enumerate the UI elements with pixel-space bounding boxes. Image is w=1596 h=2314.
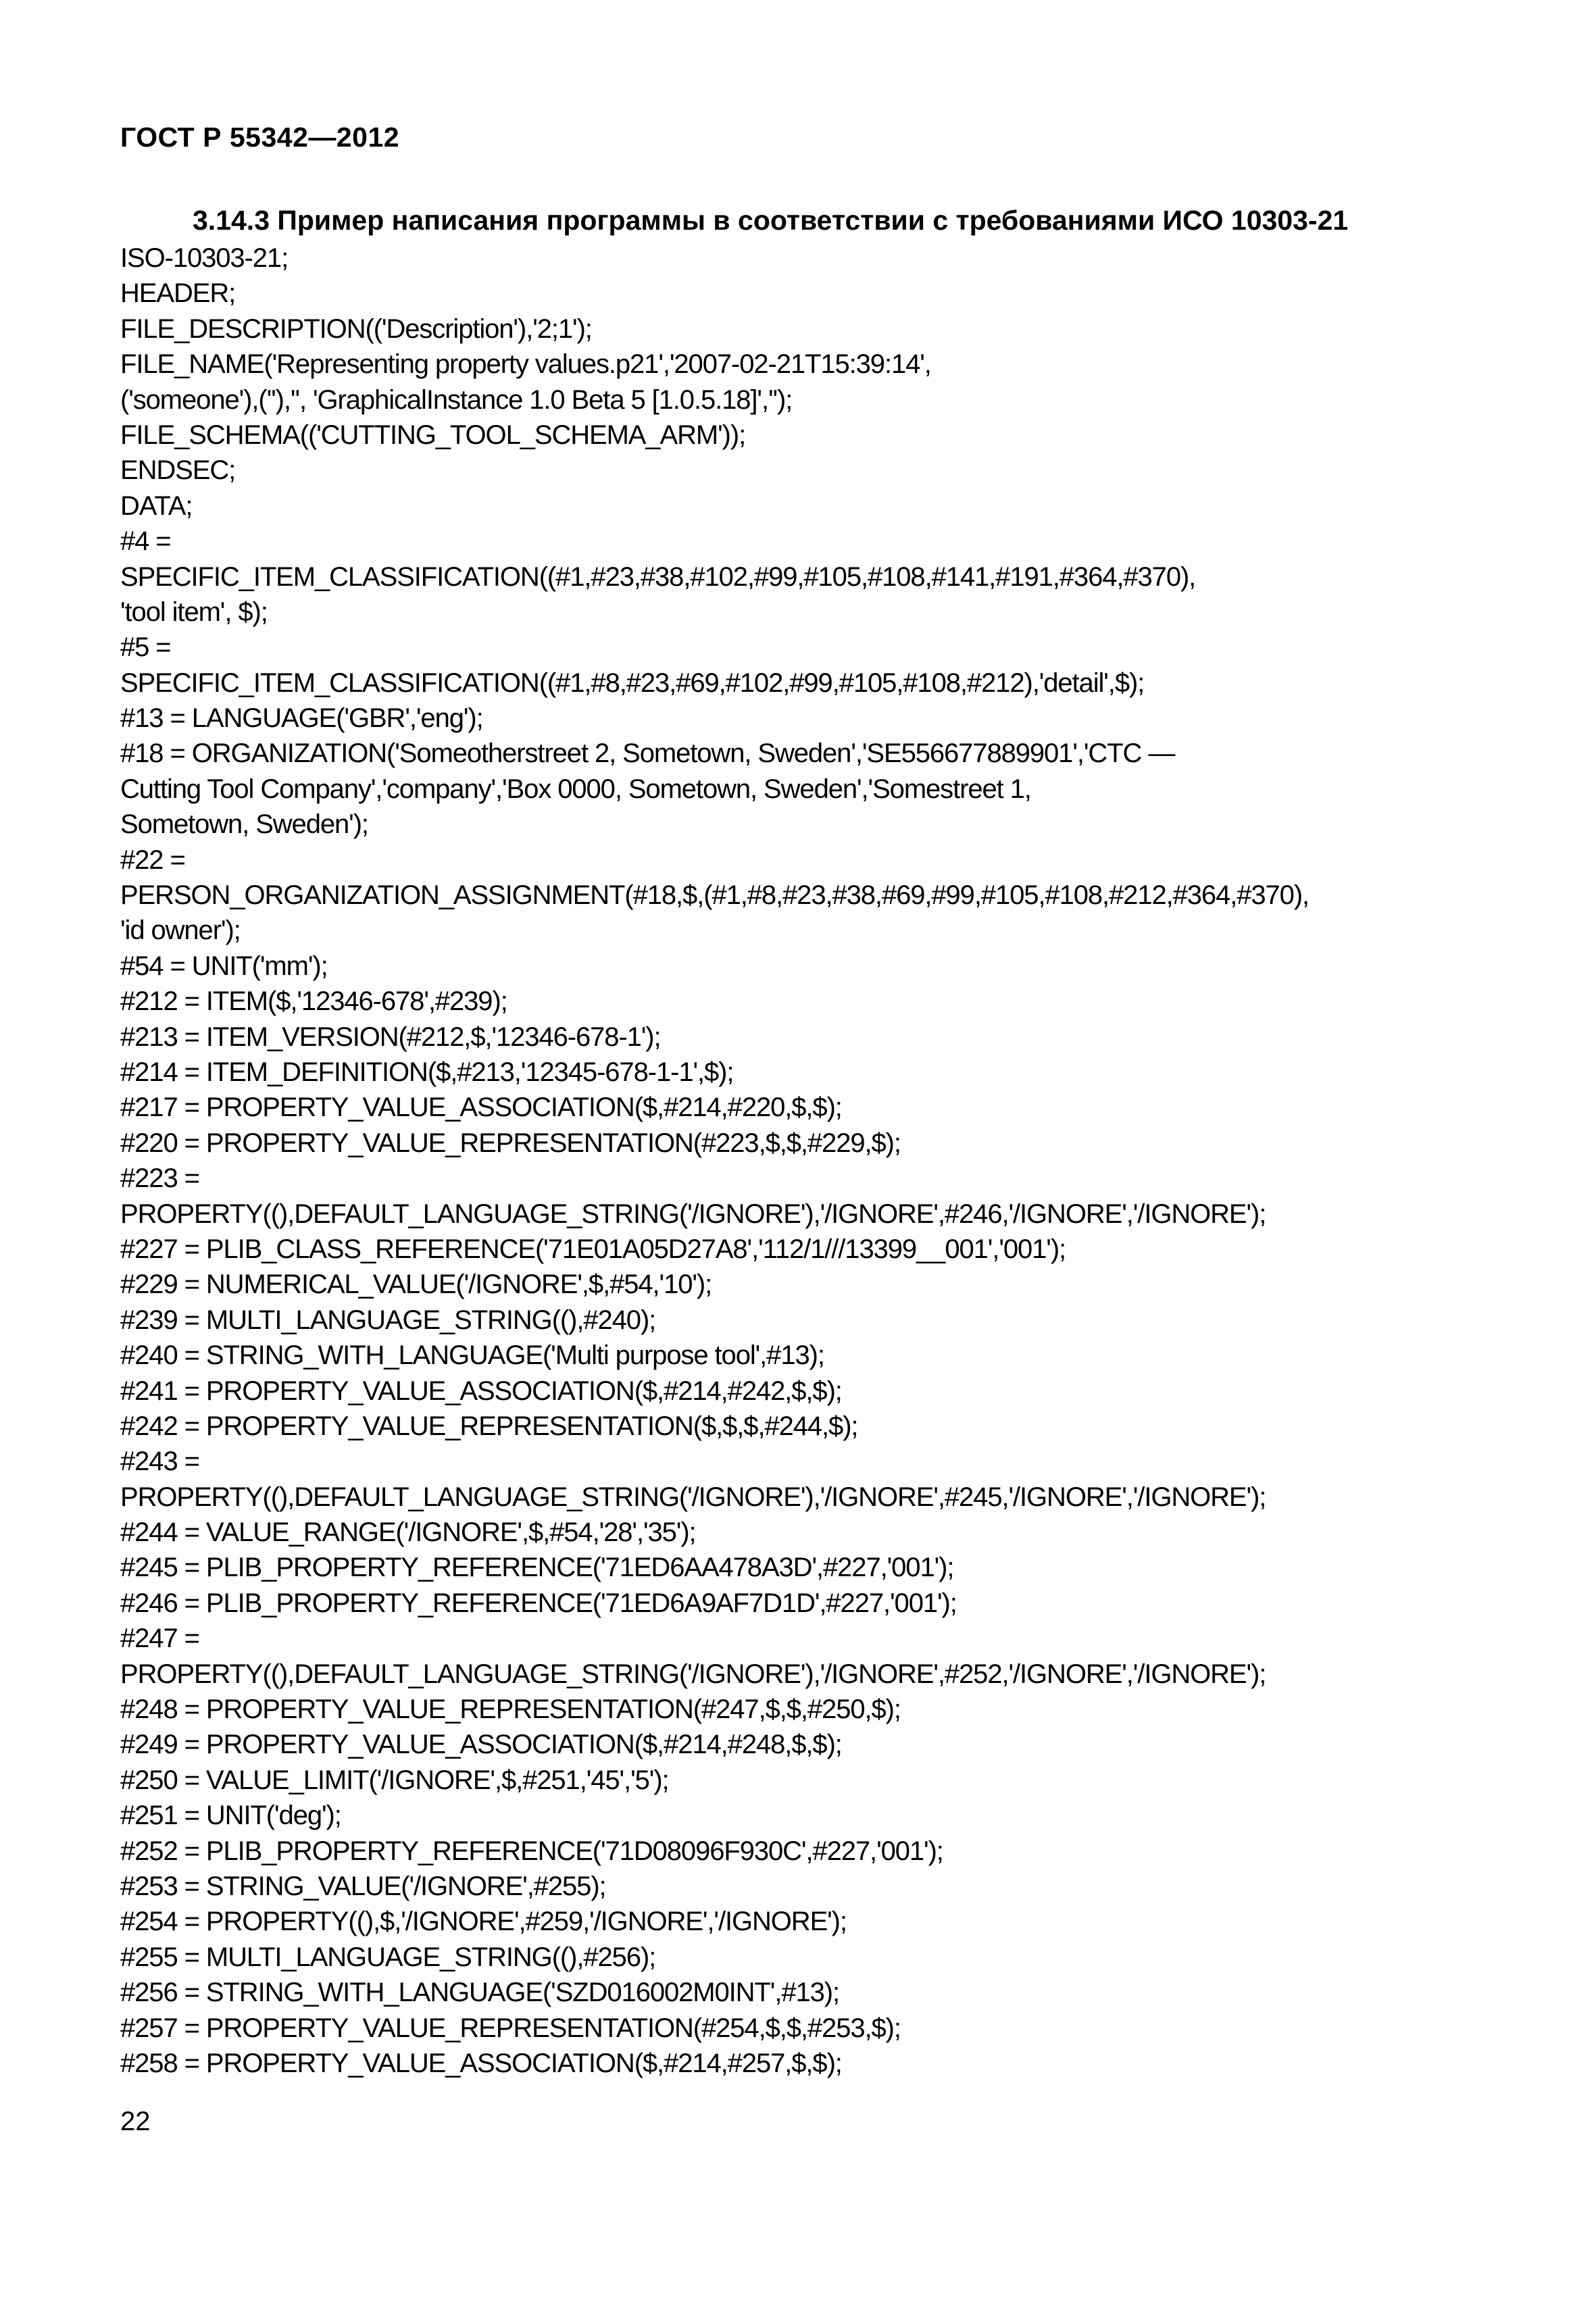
code-line: #242 = PROPERTY_VALUE_REPRESENTATION($,$,$,#244,$); [120,1411,858,1441]
code-line: #213 = ITEM_VERSION(#212,$,'12346-678-1'); [120,1022,661,1052]
code-line: PROPERTY((),DEFAULT_LANGUAGE_STRING('/IGNORE'),'/IGNORE',#252,'/IGNORE','/IGNORE'); [120,1659,1266,1689]
code-line: #250 = VALUE_LIMIT('/IGNORE',$,#251,'45','5'); [120,1765,669,1795]
code-line: ENDSEC; [120,455,236,486]
code-listing [120,241,1499,2081]
code-line: #217 = PROPERTY_VALUE_ASSOCIATION($,#214,#220,$,$); [120,1092,842,1123]
code-line: #22 = [120,845,185,875]
code-line: #241 = PROPERTY_VALUE_ASSOCIATION($,#214,#242,$,$); [120,1376,842,1406]
code-line: #256 = STRING_WITH_LANGUAGE('SZD016002M0INT',#13); [120,1978,840,2008]
code-line: #245 = PLIB_PROPERTY_REFERENCE('71ED6AA478A3D',#227,'001'); [120,1553,954,1583]
code-line: FILE_NAME('Representing property values.p21','2007-02-21T15:39:14', [120,349,931,380]
code-line: #253 = STRING_VALUE('/IGNORE',#255); [120,1871,606,1901]
code-line: #5 = [120,632,171,663]
code-line: #246 = PLIB_PROPERTY_REFERENCE('71ED6A9AF7D1D',#227,'001'); [120,1588,957,1618]
code-line: #249 = PROPERTY_VALUE_ASSOCIATION($,#214,#248,$,$); [120,1730,842,1760]
code-line: #239 = MULTI_LANGUAGE_STRING((),#240); [120,1305,656,1335]
code-line: ISO-10303-21; [120,243,289,273]
section-heading: 3.14.3 Пример написания программы в соответствии с требованиями ИСО 10303-21 [193,205,1349,236]
code-line: PROPERTY((),DEFAULT_LANGUAGE_STRING('/IGNORE'),'/IGNORE',#246,'/IGNORE','/IGNORE'); [120,1199,1266,1229]
code-line: HEADER; [120,278,236,309]
code-line: FILE_DESCRIPTION(('Description'),'2;1'); [120,313,592,344]
code-line: #257 = PROPERTY_VALUE_REPRESENTATION(#254,$,$,#253,$); [120,2013,901,2043]
document-header: ГОСТ Р 55342—2012 [120,122,400,153]
code-line: PERSON_ORGANIZATION_ASSIGNMENT(#18,$,(#1,#8,#23,#38,#69,#99,#105,#108,#212,#364,#370), [120,880,1310,911]
code-line: ('someone'),(''),'', 'GraphicalInstance 1.0 Beta 5 [1.0.5.18]',''); [120,384,793,415]
code-line: #18 = ORGANIZATION('Someotherstreet 2, Sometown, Sweden','SE556677889901','CTC — [120,738,1175,769]
code-line: #223 = [120,1163,199,1194]
code-line: #243 = [120,1447,199,1477]
code-line: #227 = PLIB_CLASS_REFERENCE('71E01A05D27A8','112/1///13399__001','001'); [120,1234,1066,1264]
page-number: 22 [120,2107,151,2136]
code-line: #244 = VALUE_RANGE('/IGNORE',$,#54,'28','35'); [120,1517,696,1548]
code-line: Cutting Tool Company','company','Box 0000, Sometown, Sweden','Somestreet 1, [120,774,1031,804]
code-line: FILE_SCHEMA(('CUTTING_TOOL_SCHEMA_ARM')); [120,420,746,450]
code-line: #220 = PROPERTY_VALUE_REPRESENTATION(#223,$,$,#229,$); [120,1128,901,1158]
code-line: DATA; [120,491,193,521]
code-line: #4 = [120,526,171,557]
code-line: #258 = PROPERTY_VALUE_ASSOCIATION($,#214,#257,$,$); [120,2048,842,2078]
code-line: 'tool item', $); [120,597,268,627]
code-line: Sometown, Sweden'); [120,809,368,840]
code-line: 'id owner'); [120,915,241,946]
code-line: #251 = UNIT('deg'); [120,1801,341,1831]
code-line: #247 = [120,1624,199,1654]
code-line: #54 = UNIT('mm'); [120,951,328,981]
code-line: SPECIFIC_ITEM_CLASSIFICATION((#1,#8,#23,#69,#102,#99,#105,#108,#212),'detail',$); [120,668,1145,698]
code-line: #255 = MULTI_LANGUAGE_STRING((),#256); [120,1942,656,1972]
code-line: #212 = ITEM($,'12346-678',#239); [120,986,507,1017]
code-line: PROPERTY((),DEFAULT_LANGUAGE_STRING('/IGNORE'),'/IGNORE',#245,'/IGNORE','/IGNORE'); [120,1482,1266,1512]
code-line: #254 = PROPERTY((),$,'/IGNORE',#259,'/IGNORE','/IGNORE'); [120,1907,847,1937]
code-line: #229 = NUMERICAL_VALUE('/IGNORE',$,#54,'10'); [120,1269,712,1300]
code-line: SPECIFIC_ITEM_CLASSIFICATION((#1,#23,#38,#102,#99,#105,#108,#141,#191,#364,#370), [120,561,1196,592]
code-line: #214 = ITEM_DEFINITION($,#213,'12345-678-1-1',$); [120,1057,734,1087]
code-line: #240 = STRING_WITH_LANGUAGE('Multi purpose tool',#13); [120,1340,824,1371]
code-line: #248 = PROPERTY_VALUE_REPRESENTATION(#247,$,$,#250,$); [120,1694,901,1725]
code-line: #252 = PLIB_PROPERTY_REFERENCE('71D08096F930C',#227,'001'); [120,1836,943,1866]
code-line: #13 = LANGUAGE('GBR','eng'); [120,703,483,734]
